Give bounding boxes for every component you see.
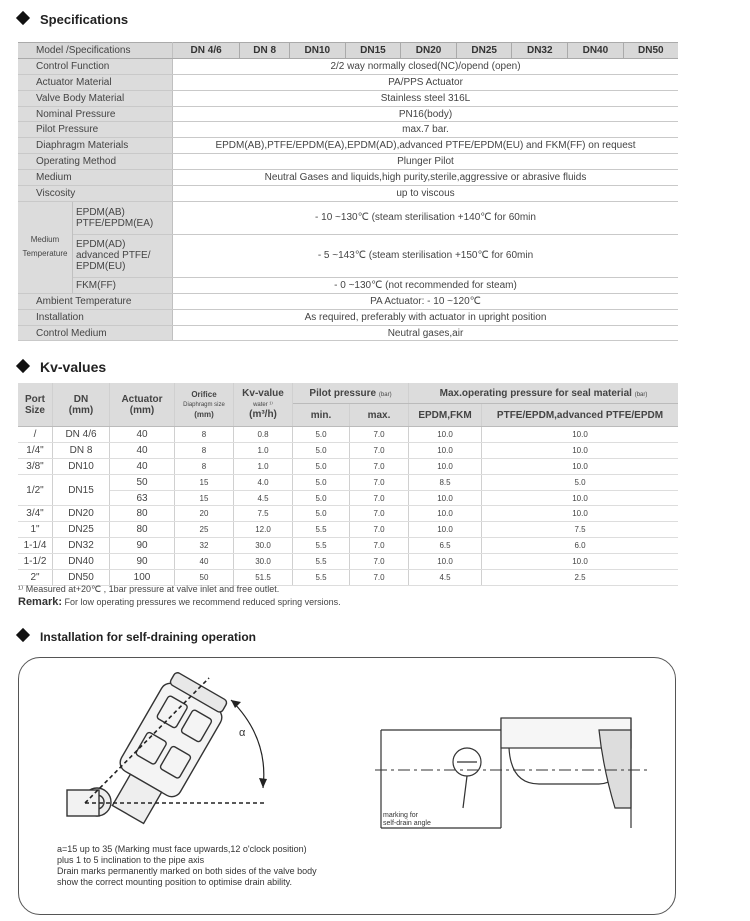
spec-value: EPDM(AB),PTFE/EPDM(EA),EPDM(AD),advanced PTFE/EPDM(EU) and FKM(FF) on request xyxy=(173,138,679,154)
spec-label: Installation xyxy=(18,309,173,325)
diamond-bullet-icon xyxy=(16,628,30,642)
kv-row xyxy=(18,442,678,458)
kv-port: 3/8" xyxy=(18,458,53,474)
medium-temperature-value: - 5 ~143℃ (steam sterilisation +150℃ for 60min xyxy=(173,234,679,277)
kv-header-port-size: Port Size xyxy=(18,383,53,427)
spec-value: PN16(body) xyxy=(173,106,679,122)
medium-temperature-row xyxy=(18,277,678,293)
kv-dn: DN20 xyxy=(53,506,110,522)
kv-row xyxy=(18,554,678,570)
kv-pilot-min: 5.5 xyxy=(293,538,350,554)
medium-material: EPDM(AB) PTFE/EPDM(EA) xyxy=(73,201,173,234)
kv-ptfe: 10.0 xyxy=(482,458,679,474)
spec-value: up to viscous xyxy=(173,186,679,202)
kv-orifice: 8 xyxy=(175,427,234,443)
kv-actuator: 90 xyxy=(110,554,175,570)
spec-row xyxy=(18,154,678,170)
kv-orifice: 8 xyxy=(175,442,234,458)
kv-actuator: 40 xyxy=(110,427,175,443)
kv-port: 1" xyxy=(18,522,53,538)
kv-pilot-max: 7.0 xyxy=(350,427,409,443)
kv-header-actuator: Actuator (mm) xyxy=(110,383,175,427)
medium-temperature-value: - 10 ~130℃ (steam sterilisation +140℃ for 60min xyxy=(173,201,679,234)
spec-value: Neutral gases,air xyxy=(173,325,679,341)
medium-temperature-row xyxy=(18,201,678,234)
kv-pilot-max: 7.0 xyxy=(350,538,409,554)
kv-values-table xyxy=(18,383,678,586)
kv-epdm-fkm: 10.0 xyxy=(409,442,482,458)
diamond-bullet-icon xyxy=(16,359,30,373)
kv-port: 2" xyxy=(18,570,53,586)
spec-value: PA Actuator: - 10 ~120℃ xyxy=(173,293,679,309)
spec-value: PA/PPS Actuator xyxy=(173,74,679,90)
kv-epdm-fkm: 10.0 xyxy=(409,458,482,474)
spec-row xyxy=(18,170,678,186)
kv-epdm-fkm: 10.0 xyxy=(409,554,482,570)
kv-actuator: 40 xyxy=(110,442,175,458)
spec-label: Diaphragm Materials xyxy=(18,138,173,154)
kv-orifice: 25 xyxy=(175,522,234,538)
kv-pilot-min: 5.0 xyxy=(293,442,350,458)
kv-port: 1/2" xyxy=(18,474,53,506)
kv-ptfe: 10.0 xyxy=(482,554,679,570)
spec-header-label: Model /Specifications xyxy=(18,43,173,59)
kv-header-kv-value: Kv-value water ¹⁾ (m³/h) xyxy=(234,383,293,427)
spec-value: 2/2 way normally closed(NC)/opend (open) xyxy=(173,58,679,74)
diamond-bullet-icon xyxy=(16,11,30,25)
kv-pilot-min: 5.0 xyxy=(293,490,350,506)
medium-temperature-row xyxy=(18,234,678,277)
kv-orifice: 15 xyxy=(175,474,234,490)
kv-kv-value: 51.5 xyxy=(234,570,293,586)
spec-label: Nominal Pressure xyxy=(18,106,173,122)
kv-ptfe: 6.0 xyxy=(482,538,679,554)
kv-kv-value: 30.0 xyxy=(234,538,293,554)
spec-value: Stainless steel 316L xyxy=(173,90,679,106)
kv-kv-value: 4.5 xyxy=(234,490,293,506)
angled-valve-drawing xyxy=(67,669,231,831)
kv-values-heading: Kv-values xyxy=(18,359,106,375)
kv-header-max-operating: Max.operating pressure for seal material (bar) xyxy=(409,383,679,404)
spec-size: DN15 xyxy=(345,43,401,59)
kv-orifice: 8 xyxy=(175,458,234,474)
kv-header-dn: DN (mm) xyxy=(53,383,110,427)
spec-row xyxy=(18,309,678,325)
kv-actuator: 63 xyxy=(110,490,175,506)
kv-ptfe: 10.0 xyxy=(482,442,679,458)
kv-epdm-fkm: 10.0 xyxy=(409,427,482,443)
kv-ptfe: 5.0 xyxy=(482,474,679,490)
kv-row xyxy=(18,506,678,522)
installation-heading: Installation for self-draining operation xyxy=(18,630,256,644)
kv-actuator: 50 xyxy=(110,474,175,490)
kv-epdm-fkm: 10.0 xyxy=(409,490,482,506)
kv-pilot-max: 7.0 xyxy=(350,506,409,522)
kv-header-ptfe: PTFE/EPDM,advanced PTFE/EPDM xyxy=(482,404,679,427)
kv-actuator: 100 xyxy=(110,570,175,586)
kv-row xyxy=(18,538,678,554)
spec-row xyxy=(18,106,678,122)
kv-kv-value: 1.0 xyxy=(234,442,293,458)
specifications-table xyxy=(18,42,678,341)
spec-value: Neutral Gases and liquids,high purity,sterile,aggressive or abrasive fluids xyxy=(173,170,679,186)
kv-ptfe: 2.5 xyxy=(482,570,679,586)
kv-pilot-min: 5.0 xyxy=(293,474,350,490)
kv-port: / xyxy=(18,427,53,443)
spec-size: DN32 xyxy=(512,43,568,59)
kv-epdm-fkm: 10.0 xyxy=(409,522,482,538)
spec-label: Actuator Material xyxy=(18,74,173,90)
kv-pilot-max: 7.0 xyxy=(350,442,409,458)
kv-pilot-max: 7.0 xyxy=(350,522,409,538)
spec-row xyxy=(18,90,678,106)
kv-dn: DN50 xyxy=(53,570,110,586)
kv-orifice: 15 xyxy=(175,490,234,506)
kv-actuator: 80 xyxy=(110,506,175,522)
kv-header-max: max. xyxy=(350,404,409,427)
kv-pilot-max: 7.0 xyxy=(350,554,409,570)
kv-dn: DN40 xyxy=(53,554,110,570)
kv-header-pilot-pressure: Pilot pressure (bar) xyxy=(293,383,409,404)
spec-label: Control Function xyxy=(18,58,173,74)
specifications-heading: Specifications xyxy=(18,12,128,27)
kv-header-orifice: Orifice Diaphragm size (mm) xyxy=(175,383,234,427)
kv-row xyxy=(18,474,678,490)
kv-pilot-min: 5.0 xyxy=(293,427,350,443)
kv-ptfe: 10.0 xyxy=(482,490,679,506)
kv-epdm-fkm: 4.5 xyxy=(409,570,482,586)
spec-label: Medium xyxy=(18,170,173,186)
spec-row xyxy=(18,58,678,74)
kv-kv-value: 7.5 xyxy=(234,506,293,522)
angle-symbol: α xyxy=(239,727,246,739)
marking-label: marking for self-drain angle xyxy=(383,812,431,827)
kv-kv-value: 12.0 xyxy=(234,522,293,538)
medium-material: EPDM(AD) advanced PTFE/ EPDM(EU) xyxy=(73,234,173,277)
spec-value: Plunger Pilot xyxy=(173,154,679,170)
kv-pilot-min: 5.5 xyxy=(293,570,350,586)
kv-ptfe: 10.0 xyxy=(482,427,679,443)
kv-pilot-max: 7.0 xyxy=(350,570,409,586)
kv-dn: DN32 xyxy=(53,538,110,554)
kv-kv-value: 30.0 xyxy=(234,554,293,570)
kv-actuator: 80 xyxy=(110,522,175,538)
kv-port: 1-1/2 xyxy=(18,554,53,570)
spec-size: DN10 xyxy=(290,43,346,59)
medium-material: FKM(FF) xyxy=(73,277,173,293)
spec-label: Viscosity xyxy=(18,186,173,202)
kv-dn: DN10 xyxy=(53,458,110,474)
kv-kv-value: 0.8 xyxy=(234,427,293,443)
kv-epdm-fkm: 8.5 xyxy=(409,474,482,490)
medium-temperature-value: - 0 ~130℃ (not recommended for steam) xyxy=(173,277,679,293)
kv-ptfe: 10.0 xyxy=(482,506,679,522)
spec-row xyxy=(18,186,678,202)
kv-header-epdm-fkm: EPDM,FKM xyxy=(409,404,482,427)
kv-port: 3/4" xyxy=(18,506,53,522)
kv-row xyxy=(18,458,678,474)
spec-size: DN 4/6 xyxy=(173,43,240,59)
spec-size: DN25 xyxy=(456,43,512,59)
kv-actuator: 90 xyxy=(110,538,175,554)
spec-label: Pilot Pressure xyxy=(18,122,173,138)
kv-header-min: min. xyxy=(293,404,350,427)
kv-kv-value: 4.0 xyxy=(234,474,293,490)
spec-value: As required, preferably with actuator in upright position xyxy=(173,309,679,325)
spec-label: Operating Method xyxy=(18,154,173,170)
kv-row xyxy=(18,490,678,506)
kv-remark: Remark: For low operating pressures we recommend reduced spring versions. xyxy=(18,596,341,608)
kv-epdm-fkm: 6.5 xyxy=(409,538,482,554)
kv-orifice: 40 xyxy=(175,554,234,570)
kv-pilot-min: 5.5 xyxy=(293,554,350,570)
kv-pilot-min: 5.0 xyxy=(293,458,350,474)
kv-kv-value: 1.0 xyxy=(234,458,293,474)
spec-row xyxy=(18,293,678,309)
spec-size: DN 8 xyxy=(240,43,290,59)
spec-value: max.7 bar. xyxy=(173,122,679,138)
kv-pilot-min: 5.0 xyxy=(293,506,350,522)
kv-ptfe: 7.5 xyxy=(482,522,679,538)
spec-row xyxy=(18,138,678,154)
spec-row xyxy=(18,74,678,90)
medium-temperature-label: Medium Temperature xyxy=(18,201,73,293)
kv-orifice: 32 xyxy=(175,538,234,554)
spec-size: DN50 xyxy=(623,43,678,59)
kv-footnote: ¹⁾ Measured at+20℃ , 1bar pressure at valve inlet and free outlet. xyxy=(18,584,280,594)
kv-row xyxy=(18,427,678,443)
kv-pilot-max: 7.0 xyxy=(350,474,409,490)
spec-label: Control Medium xyxy=(18,325,173,341)
kv-pilot-max: 7.0 xyxy=(350,458,409,474)
kv-orifice: 50 xyxy=(175,570,234,586)
kv-port: 1/4" xyxy=(18,442,53,458)
kv-actuator: 40 xyxy=(110,458,175,474)
kv-port: 1-1/4 xyxy=(18,538,53,554)
kv-pilot-max: 7.0 xyxy=(350,490,409,506)
installation-notes: a=15 up to 35 (Marking must face upwards,12 o'clock position) plus 1 to 5 inclination to the pipe axis Drain marks permanently marked on both sides of the valve body show the correct mounting position to optimise drain ability. xyxy=(57,844,317,887)
kv-dn: DN 8 xyxy=(53,442,110,458)
spec-row xyxy=(18,122,678,138)
spec-size: DN40 xyxy=(568,43,624,59)
kv-dn: DN15 xyxy=(53,474,110,506)
installation-diagram-box xyxy=(18,657,676,915)
spec-label: Ambient Temperature xyxy=(18,293,173,309)
spec-size: DN20 xyxy=(401,43,457,59)
kv-row xyxy=(18,522,678,538)
kv-dn: DN25 xyxy=(53,522,110,538)
kv-epdm-fkm: 10.0 xyxy=(409,506,482,522)
spec-label: Valve Body Material xyxy=(18,90,173,106)
kv-orifice: 20 xyxy=(175,506,234,522)
kv-header-row xyxy=(18,383,678,404)
kv-dn: DN 4/6 xyxy=(53,427,110,443)
kv-pilot-min: 5.5 xyxy=(293,522,350,538)
spec-row xyxy=(18,325,678,341)
spec-header-row xyxy=(18,43,678,59)
